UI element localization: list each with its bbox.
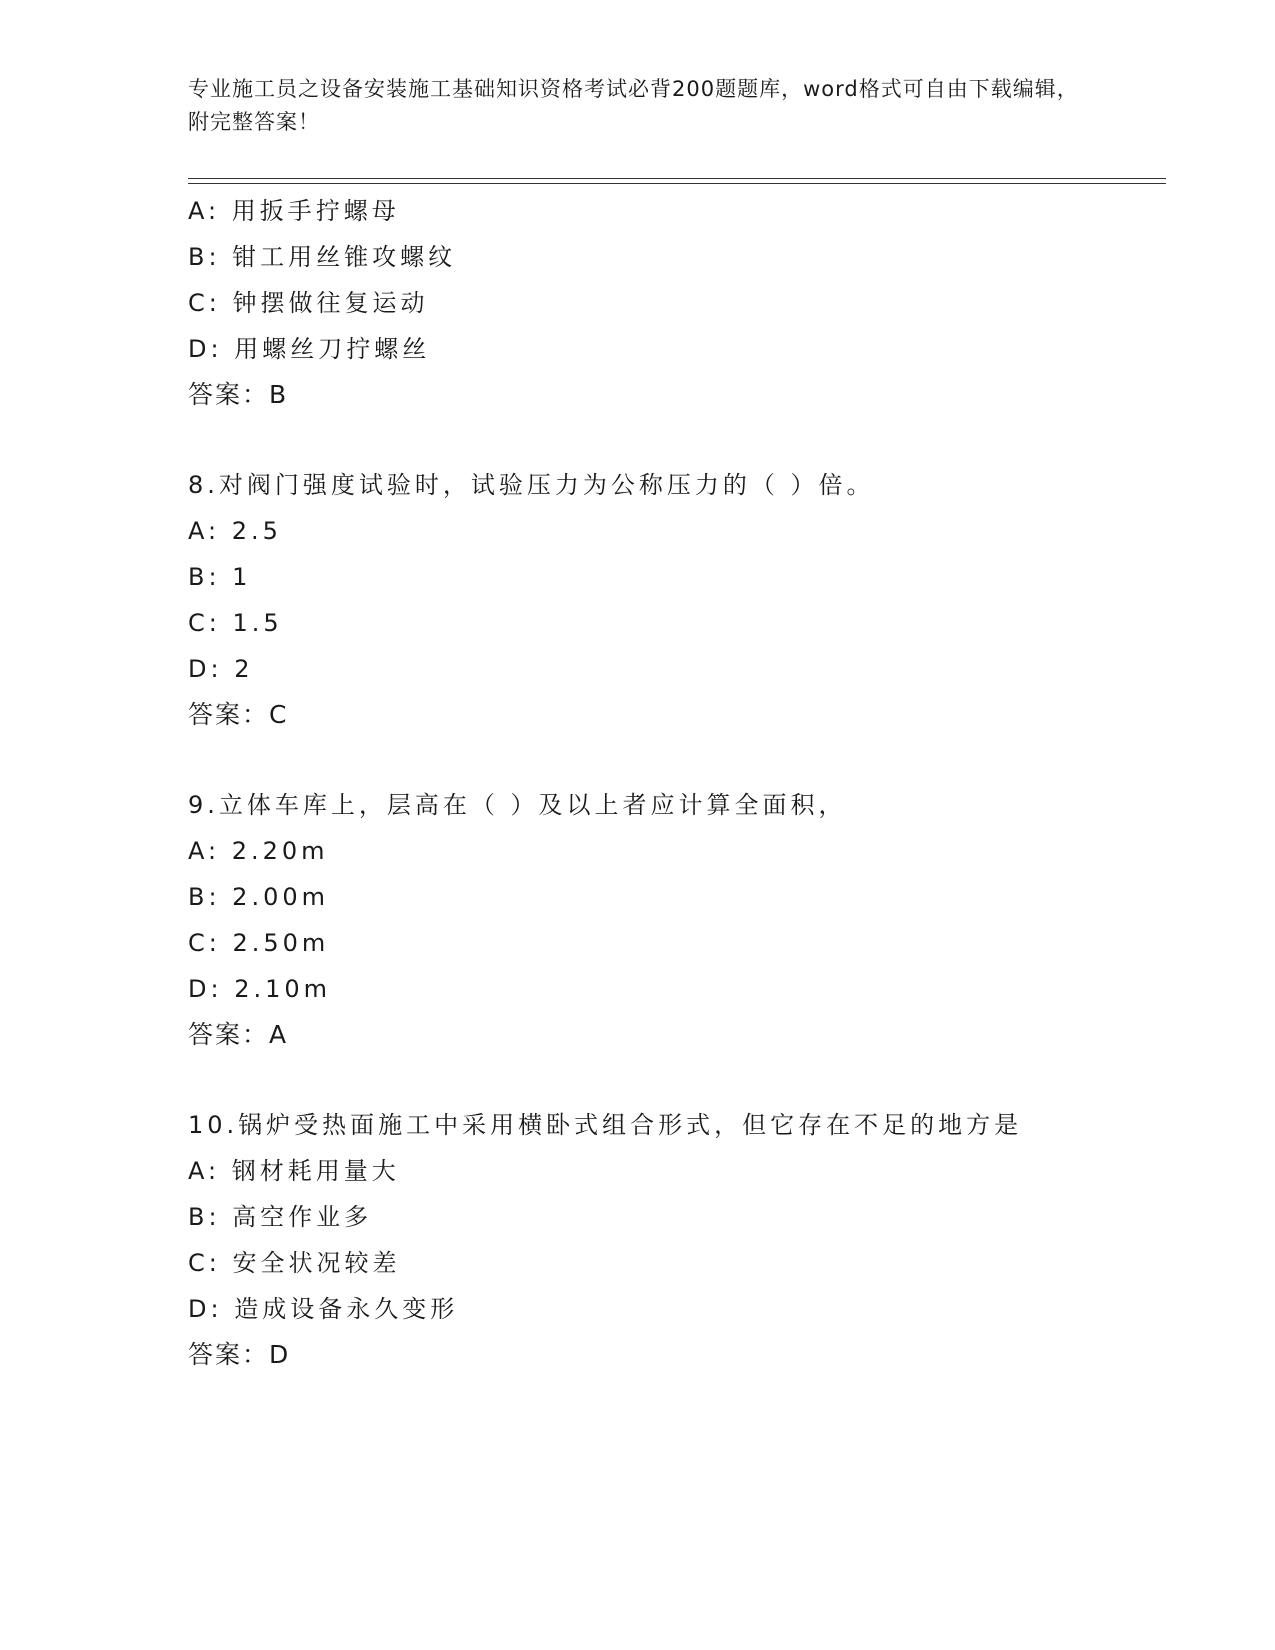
option-b: B: 高空作业多 <box>188 1203 373 1231</box>
option-b: B: 2.00m <box>188 883 329 911</box>
option-a: A: 用扳手拧螺母 <box>188 197 400 225</box>
option-b: B: 1 <box>188 563 252 591</box>
option-a: A: 钢材耗用量大 <box>188 1157 400 1185</box>
question-text: 9.立体车库上，层高在（ ）及以上者应计算全面积， <box>188 791 847 819</box>
option-a: A: 2.20m <box>188 837 329 865</box>
page-header <box>188 73 1088 139</box>
option-c: C: 钟摆做往复运动 <box>188 289 429 317</box>
option-c: C: 安全状况较差 <box>188 1249 401 1277</box>
question-text: 10.锅炉受热面施工中采用横卧式组合形式，但它存在不足的地方是 <box>188 1111 1023 1139</box>
option-d: D: 2.10m <box>188 975 332 1003</box>
question-text: 8.对阀门强度试验时，试验压力为公称压力的（ ）倍。 <box>188 471 875 499</box>
answer: 答案：D <box>188 1340 291 1369</box>
answer: 答案：C <box>188 700 289 729</box>
question-list <box>188 188 1166 1378</box>
question-block <box>188 1102 1166 1378</box>
header-text: 专业施工员之设备安装施工基础知识资格考试必背200题题库，word格式可自由下载编辑，附完整答案！ <box>188 77 1079 134</box>
option-a: A: 2.5 <box>188 517 282 545</box>
answer: 答案：B <box>188 380 289 409</box>
option-d: D: 造成设备永久变形 <box>188 1295 459 1323</box>
option-d: D: 用螺丝刀拧螺丝 <box>188 335 431 363</box>
option-b: B: 钳工用丝锥攻螺纹 <box>188 243 457 271</box>
option-c: C: 2.50m <box>188 929 330 957</box>
question-block <box>188 462 1166 738</box>
header-divider <box>188 178 1166 184</box>
question-block <box>188 782 1166 1058</box>
block-spacer <box>188 738 1166 782</box>
block-spacer <box>188 418 1166 462</box>
block-spacer <box>188 1058 1166 1102</box>
option-c: C: 1.5 <box>188 609 283 637</box>
answer: 答案：A <box>188 1020 289 1049</box>
question-block <box>188 188 1166 418</box>
option-d: D: 2 <box>188 655 254 683</box>
